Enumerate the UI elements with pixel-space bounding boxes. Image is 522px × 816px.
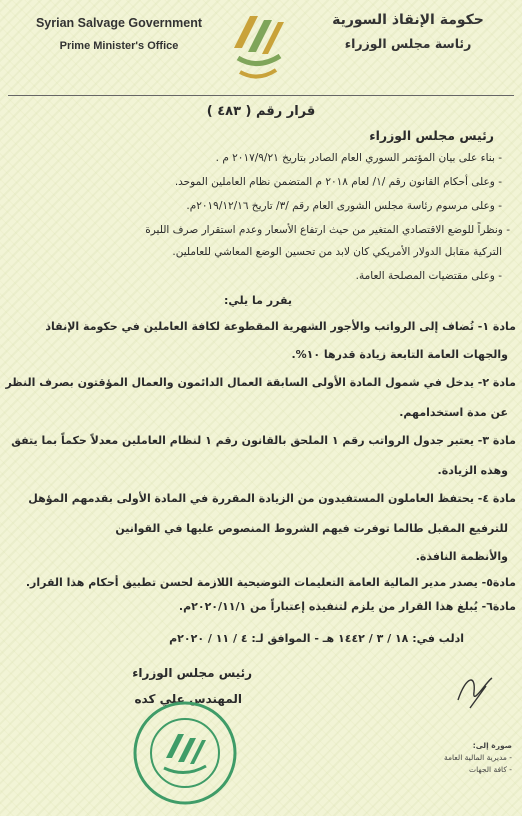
copies-title: صورة إلى:	[472, 741, 512, 750]
preamble-line: - وعلى مرسوم رئاسة مجلس الشورى العام رقم /٣/ تاريخ ٢٠١٩/١٢/١٦م.	[186, 200, 502, 212]
article-3-line: وهذه الزيادة.	[437, 464, 508, 477]
article-1-line: والجهات العامة التابعة زيادة قدرها ١٠%.	[291, 348, 508, 361]
issue-date: ادلب في: ١٨ / ٣ / ١٤٤٢ هـ - الموافق لـ: ٤ / ١١ / ٢٠٢٠م	[169, 632, 464, 645]
preamble-line: - وعلى أحكام القانون رقم /١/ لعام ٢٠١٨ م المتضمن نظام العاملين الموحد.	[174, 176, 502, 188]
signer-name: المهندس علي كده	[134, 692, 242, 706]
article-6-line: مادة٦- يُبلغ هذا القرار من يلزم لتنفيذه إعتباراً من ٢٠٢٠/١١/١م.	[178, 600, 516, 613]
header-arabic-line1: حكومة الإنقاذ السورية	[332, 12, 484, 28]
article-4-line: للترفيع المقبل طالما توفرت فيهم الشروط المنصوص عليها في القوانين	[115, 522, 508, 535]
official-stamp-icon	[130, 698, 240, 808]
copies-item: - كافة الجهات	[469, 765, 512, 774]
decree-title: قرار رقم ( ٤٨٣ )	[206, 104, 316, 119]
preamble-line: - بناء على بيان المؤتمر السوري العام الصادر بتاريخ ٢٠١٧/٩/٢١ م .	[215, 152, 502, 164]
article-2-line: عن مدة استخدامهم.	[399, 406, 508, 419]
preamble-line: - ونظراً للوضع الاقتصادي المتغير من حيث ارتفاع الأسعار وعدم استقرار صرف الليرة	[145, 224, 510, 236]
article-5-line: مادة٥- يصدر مدير المالية العامة التعليمات التوضيحية اللازمة لحسن تطبيق أحكام هذا القرار.	[25, 576, 516, 589]
article-4-line: مادة ٤- يحتفظ العاملون المستفيدون من الزيادة المقررة في المادة الأولى بقدمهم المؤهل	[28, 492, 516, 505]
header-english	[14, 16, 224, 52]
preamble-line: - وعلى مقتضيات المصلحة العامة.	[355, 270, 502, 282]
decides-heading: يقرر ما يلي:	[224, 294, 292, 307]
header-arabic	[308, 12, 508, 51]
decree-issuer: رئيس مجلس الوزراء	[369, 128, 494, 143]
article-4-line: والأنظمة النافذة.	[415, 550, 508, 563]
copies-item: - مديرية المالية العامة	[443, 753, 512, 762]
government-logo-icon	[228, 8, 288, 90]
header-english-line1: Syrian Salvage Government	[35, 16, 203, 30]
header-divider	[8, 95, 514, 96]
header-arabic-line2: رئاسة مجلس الوزراء	[344, 36, 472, 51]
signer-title: رئيس مجلس الوزراء	[132, 666, 252, 680]
article-2-line: مادة ٢- يدخل في شمول المادة الأولى السابقة العمال الدائمون والعمال المؤقتون بصرف النظر	[5, 376, 516, 389]
article-3-line: مادة ٣- يعتبر جدول الرواتب رقم ١ الملحق بالقانون رقم ١ لنظام العاملين معدلاً حكماً بما يتفق	[11, 434, 516, 447]
handwritten-signature-icon	[452, 668, 498, 714]
preamble-line: التركية مقابل الدولار الأمريكي كان لابد من تحسين الوضع المعاشي للعاملين.	[172, 246, 502, 258]
copies-block	[392, 740, 512, 776]
header-english-line2: Prime Minister's Office	[59, 40, 179, 52]
article-1-line: مادة ١- تُضاف إلى الرواتب والأجور الشهرية المقطوعة لكافة العاملين في حكومة الإنقاذ	[45, 320, 516, 333]
